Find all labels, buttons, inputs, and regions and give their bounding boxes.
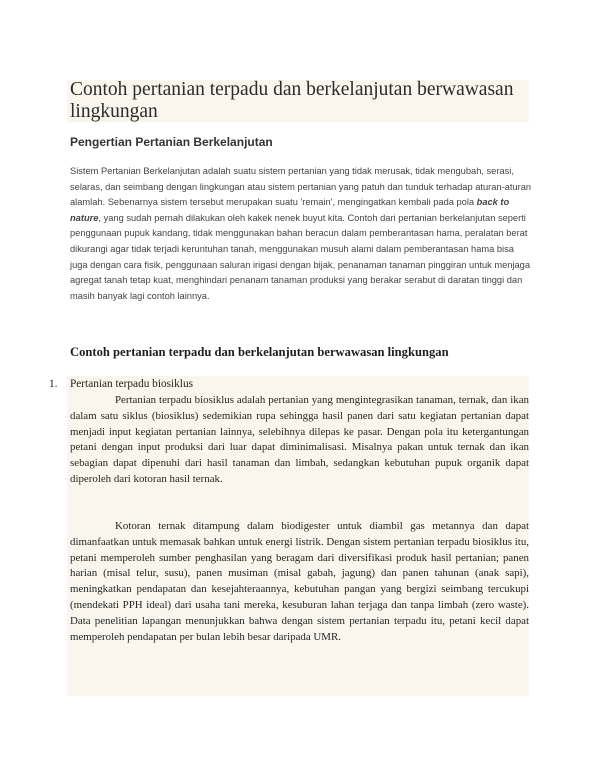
- emphasis-text: back to nature: [70, 197, 510, 223]
- list-number: 1.: [49, 378, 58, 390]
- intro-text-start: Sistem Pertanian Berkelanjutan adalah suatu sistem pertanian yang tidak merusak, tidak mengubah, serasi, selaras, dan seimbang dengan lingkungan atau sistem pertanian yang patuh dan tunduk terhadap aturan-aturan alamlah. Sebenarnya sistem tersebut merupakan suatu 'remain', mengingatkan kembali pada pola: [70, 166, 532, 208]
- section-heading: Pengertian Pertanian Berkelanjutan: [70, 135, 273, 149]
- body-paragraph-1: Pertanian terpadu biosiklus adalah pertanian yang mengintegrasikan tanaman, ternak, dan ikan dalam satu siklus (biosiklus) sedemikian rupa sehingga hasil panen dari satu kegiatan pertanian dapat menjadi input kegiatan pertanian lainnya, selebihnya dilepas ke pasar. Dengan pola itu ketergantungan petani dengan input produksi dari luar dapat diminimalisasi. Misalnya pakan untuk ternak dan ikan sebagian dapat dipenuhi dari hasil tanaman dan limbah, sedangkan kebutuhan pupuk organik dapat diperoleh dari kotoran hasil ternak.: [70, 394, 529, 485]
- page-title: Contoh pertanian terpadu dan berkelanjutan berwawasan lingkungan: [70, 79, 514, 122]
- intro-text-end: , yang sudah pernah dilakukan oleh kakek nenek buyut kita. Contoh dari pertanian berkelanjutan seperti penggunaan pupuk kandang, tidak menggunakan bahan beracun dalam pemberantasan hama, peralatan berat dikurangi agar tidak terjadi keruntuhan tanah, menggunakan musuh alami dalam pemberantasan hama bisa juga dengan cara fisik, penggunaan saluran irigasi dengan bijak, penanaman tanaman pinggiran untuk menjaga agregat tanah tetap kuat, menghindari penanam tanaman produksi yang berakar serabut di daratan tinggi dan masih banyak lagi contoh lainnya.: [70, 212, 531, 301]
- list-item-title: Pertanian terpadu biosiklus: [70, 378, 193, 390]
- examples-heading: Contoh pertanian terpadu dan berkelanjutan berwawasan lingkungan: [70, 345, 449, 359]
- body-paragraph-2: Kotoran ternak ditampung dalam biodigester untuk diambil gas metannya dan dapat dimanfaatkan untuk memasak bahkan untuk energi listrik. Dengan sistem pertanian terpadu biosiklus itu, petani memperoleh sumber penghasilan yang beragam dari diversifikasi produk hasil pertanian; panen harian (misal telur, susu), panen musiman (misal gabah, jagung) dan panen tahunan (anak sapi), meningkatkan pendapatan dan kesejahteraannya, kebutuhan pangan yang bergizi seimbang tercukupi (mendekati PPH ideal) dari usaha tani mereka, kesuburan lahan terjaga dan tanpa limbah (zero waste). Data penelitian lapangan menunjukkan bahwa dengan sistem pertanian terpadu itu, petani kecil dapat memperoleh pendapatan per bulan lebih besar daripada UMR.: [70, 520, 529, 643]
- intro-paragraph: [70, 164, 532, 304]
